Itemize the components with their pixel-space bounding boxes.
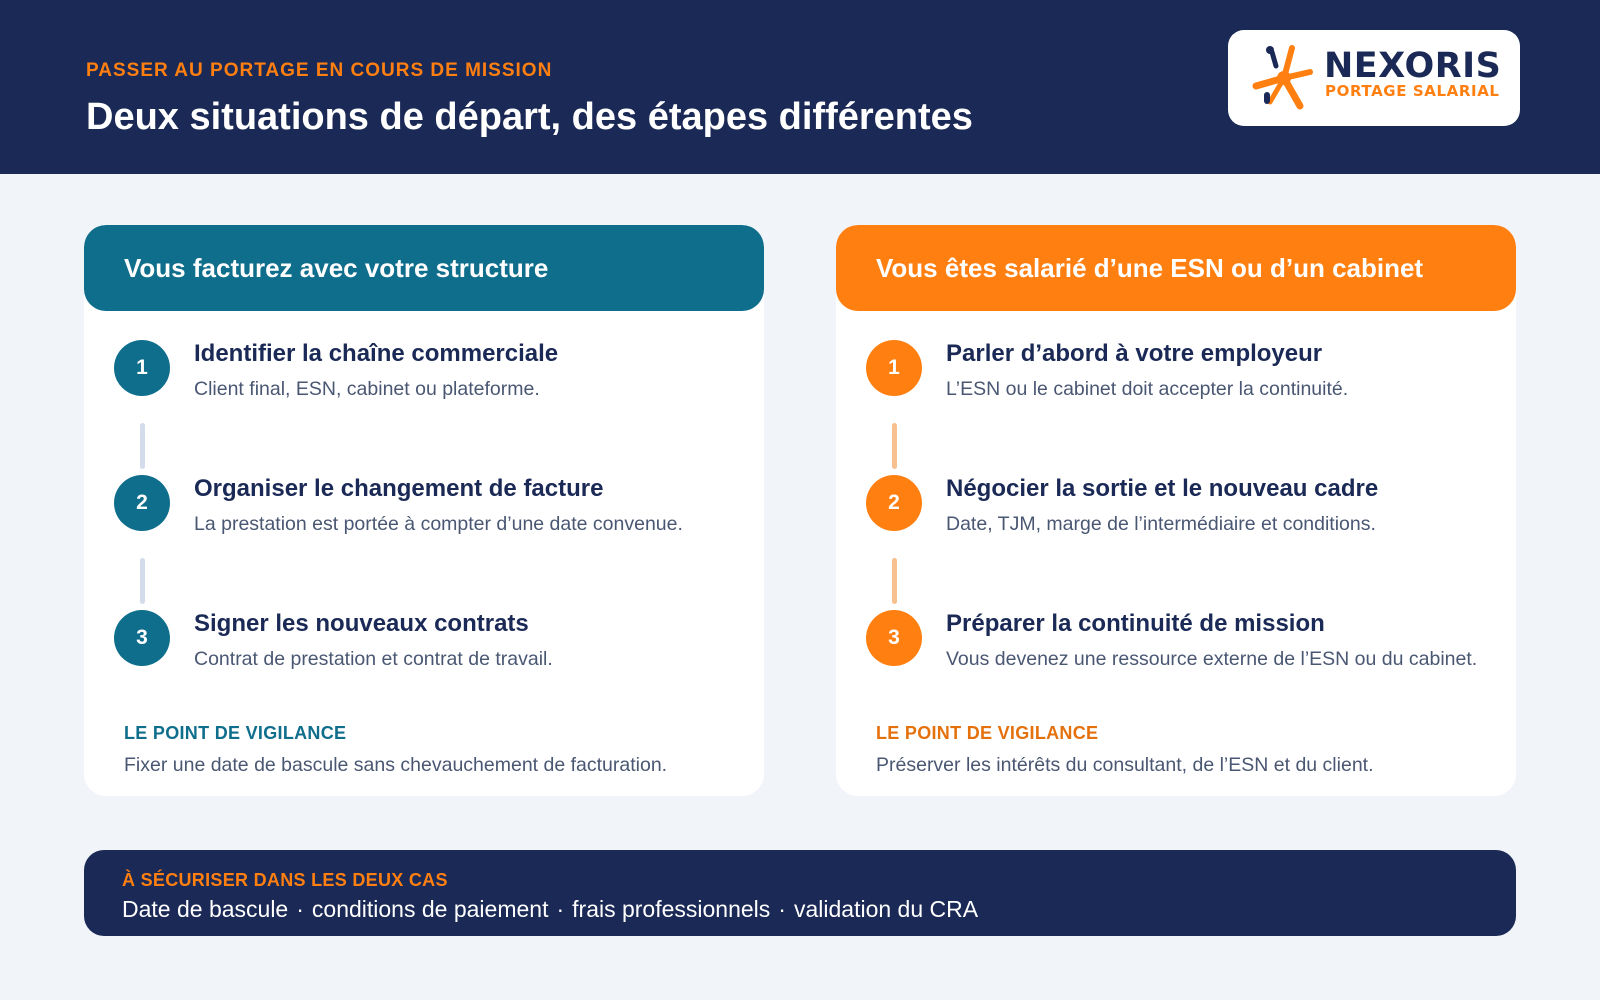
footer-label: À SÉCURISER DANS LES DEUX CAS [122,870,448,890]
header-banner [0,0,1600,174]
step-number-badge: 2 [866,475,922,531]
step-title: Identifier la chaîne commerciale [194,340,559,367]
footer-banner [84,850,1516,936]
vigilance-text: Préserver les intérêts du consultant, de l’ESN et du client. [876,754,1374,776]
step-description: Contrat de prestation et contrat de travail. [194,648,553,670]
footer-separator: · [778,896,786,922]
step-title: Préparer la continuité de mission [946,610,1325,637]
step-title: Parler d’abord à votre employeur [946,340,1323,367]
card-esn-employee [836,225,1516,796]
card-own-structure [84,225,764,796]
step-number-badge: 1 [866,340,922,396]
step-connector [140,423,145,469]
footer-items [122,896,978,923]
vigilance-label: LE POINT DE VIGILANCE [876,723,1099,743]
step-number-badge: 1 [114,340,170,396]
step-description: Date, TJM, marge de l’intermédiaire et conditions. [946,513,1376,535]
vigilance-label: LE POINT DE VIGILANCE [124,723,347,743]
step-title: Organiser le changement de facture [194,475,604,502]
step-connector [892,423,897,469]
step-description: Vous devenez une ressource externe de l’ESN ou du cabinet. [946,648,1478,670]
step-description: La prestation est portée à compter d’une date convenue. [194,513,683,535]
step-connector [140,558,145,604]
step-title: Signer les nouveaux contrats [194,610,529,637]
step-number-badge: 3 [866,610,922,666]
card-title: Vous facturez avec votre structure [84,225,764,311]
footer-item: frais professionnels [572,896,771,922]
card-title: Vous êtes salarié d’une ESN ou d’un cabinet [836,225,1516,311]
footer-separator: · [556,896,565,922]
logo-name: NEXORIS [1324,46,1502,86]
step-number-badge: 2 [114,475,170,531]
nexoris-figure-logo-icon [1248,42,1320,114]
header-eyebrow: PASSER AU PORTAGE EN COURS DE MISSION [86,60,553,81]
vigilance-text: Fixer une date de bascule sans chevauchement de facturation. [124,754,668,776]
footer-separator: · [296,896,304,922]
step-description: Client final, ESN, cabinet ou plateforme. [194,378,540,400]
footer-item: conditions de paiement [311,896,549,922]
step-number-badge: 3 [114,610,170,666]
logo-subtitle: PORTAGE SALARIAL [1325,82,1500,100]
step-title: Négocier la sortie et le nouveau cadre [946,475,1379,502]
footer-item: validation du CRA [793,896,979,922]
footer-item: Date de bascule [122,896,289,922]
brand-logo [1228,30,1520,126]
step-connector [892,558,897,604]
page-title: Deux situations de départ, des étapes différentes [86,96,973,138]
step-description: L’ESN ou le cabinet doit accepter la continuité. [946,378,1349,400]
